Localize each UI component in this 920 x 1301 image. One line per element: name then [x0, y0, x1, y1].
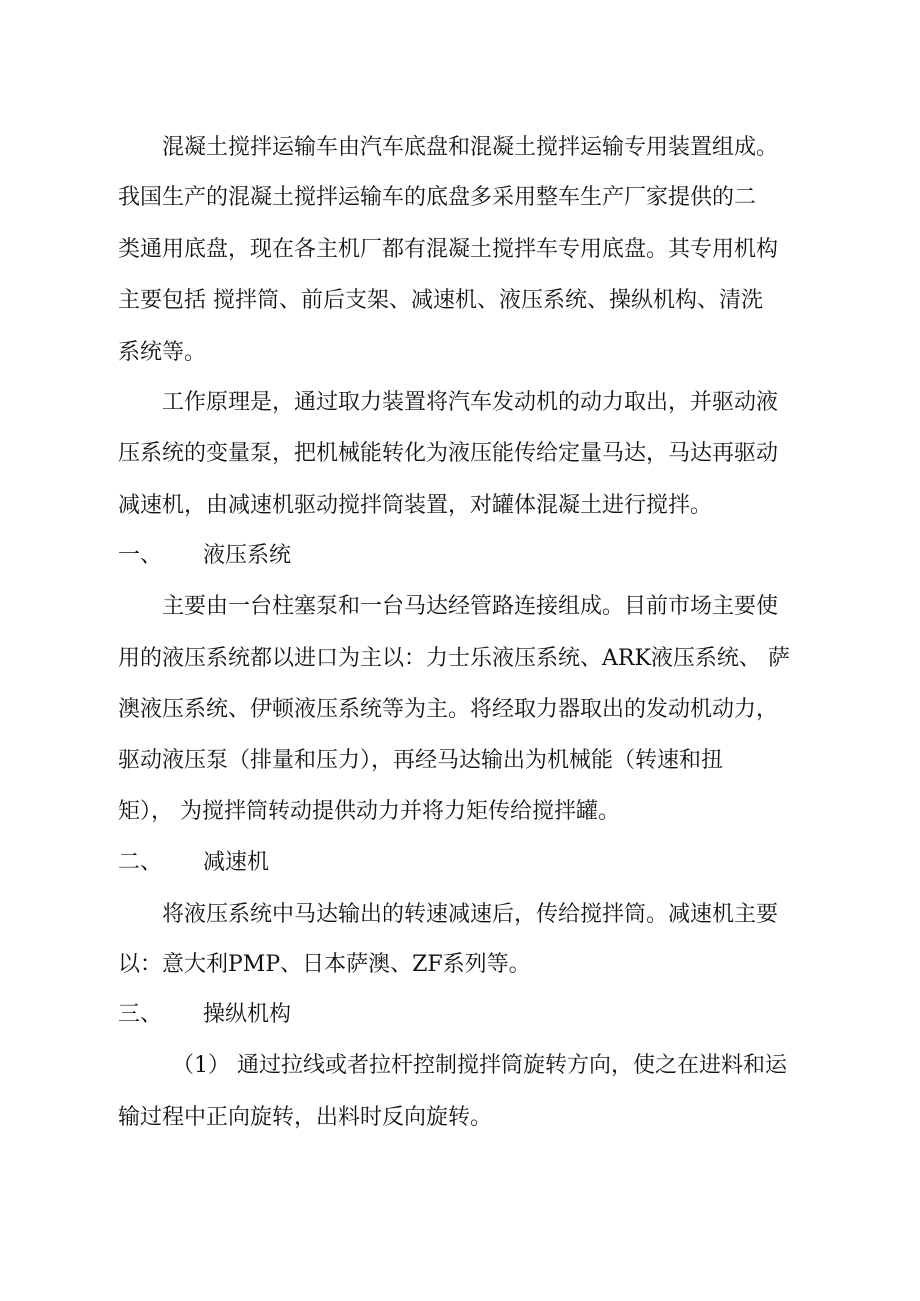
control-item-1-line-2: 输过程中正向旋转，出料时反向旋转。: [118, 1105, 493, 1130]
principle-line-3: 减速机，由减速机驱动搅拌筒装置，对罐体混凝土进行搅拌。: [118, 493, 713, 518]
section-title: 液压系统: [203, 543, 292, 568]
hydraulic-line-4: 驱动液压泵（排量和压力），再经马达输出为机械能（转速和扭: [118, 748, 724, 773]
reducer-line-1: 将液压系统中马达输出的转速减速后，传给搅拌筒。减速机主要: [162, 902, 779, 927]
intro-line-4: 主要包括 搅拌筒、前后支架、减速机、液压系统、操纵机构、清洗: [118, 288, 763, 313]
principle-line-2: 压系统的变量泵，把机械能转化为液压能传给定量马达，马达再驱动: [118, 441, 779, 466]
section-heading-control: [118, 1000, 291, 1030]
reducer-line-2: 以：意大利PMP、日本萨澳、ZF系列等。: [118, 952, 531, 977]
section-heading-hydraulic: [118, 541, 291, 571]
section-heading-reducer: [118, 848, 269, 878]
section-title: 减速机: [203, 850, 270, 875]
hydraulic-line-5: 矩）， 为搅拌筒转动提供动力并将力矩传给搅拌罐。: [118, 799, 620, 824]
hydraulic-line-2: 用的液压系统都以进口为主以：力士乐液压系统、ARK液压系统、 萨: [118, 646, 790, 671]
section-title: 操纵机构: [203, 1002, 292, 1027]
intro-line-3: 类通用底盘，现在各主机厂都有混凝土搅拌车专用底盘。其专用机构: [118, 237, 779, 262]
hydraulic-line-1: 主要由一台柱塞泵和一台马达经管路连接组成。目前市场主要使: [162, 594, 779, 619]
control-item-1-line-1: （1） 通过拉线或者拉杆控制搅拌筒旋转方向，使之在进料和运: [172, 1053, 787, 1078]
principle-line-1: 工作原理是，通过取力装置将汽车发动机的动力取出，并驱动液: [162, 390, 779, 415]
intro-line-2: 我国生产的混凝土搅拌运输车的底盘多采用整车生产厂家提供的二: [118, 185, 757, 210]
section-number: 一、: [118, 543, 163, 568]
section-number: 二、: [118, 850, 163, 875]
intro-line-5: 系统等。: [118, 340, 207, 365]
section-number: 三、: [118, 1002, 163, 1027]
intro-line-1: 混凝土搅拌运输车由汽车底盘和混凝土搅拌运输专用装置组成。: [162, 135, 779, 160]
hydraulic-line-3: 澳液压系统、伊顿液压系统等为主。将经取力器取出的发动机动力，: [118, 697, 779, 722]
